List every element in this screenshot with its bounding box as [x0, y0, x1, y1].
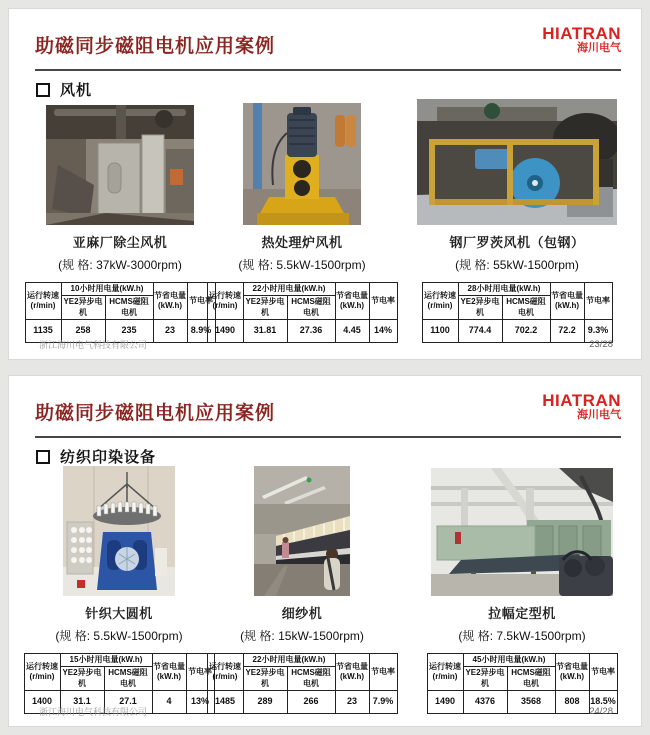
footer-company: 浙江海川电气科技有限公司: [39, 707, 148, 717]
th-energy: 22小时用电量(kW.h): [243, 283, 335, 296]
footer-company: 浙江海川电气科技有限公司: [39, 340, 148, 350]
case-caption: 拉幅定型机: [488, 606, 556, 621]
case-spec: (规 格: 15kW-1500rpm): [240, 629, 364, 643]
th-hcms: HCMS磁阻电机: [287, 667, 335, 691]
val-hcms: 3568: [507, 691, 555, 714]
val-ye2: 4376: [463, 691, 507, 714]
val-ye2: 258: [61, 320, 105, 343]
th-speed: 运行转速(r/min): [207, 654, 243, 691]
val-hcms: 235: [105, 320, 153, 343]
square-bullet-icon: [36, 450, 50, 464]
savings-table: [25, 282, 216, 343]
th-energy: 10小时用电量(kW.h): [61, 283, 153, 296]
th-speed: 运行转速(r/min): [207, 283, 243, 320]
logo-chinese-name: 海川电气: [577, 41, 621, 54]
company-logo: [542, 392, 621, 421]
case-caption: 钢厂罗茨风机（包钢）: [449, 235, 585, 250]
th-rate: 节电率: [589, 654, 617, 691]
val-speed: 1400: [24, 691, 60, 714]
val-rate: 14%: [369, 320, 397, 343]
th-saving: 节省电量(kW.h): [335, 654, 369, 691]
val-ye2: 289: [243, 691, 287, 714]
th-energy: 22小时用电量(kW.h): [243, 654, 335, 667]
th-hcms: HCMS磁阻电机: [105, 296, 153, 320]
th-speed: 运行转速(r/min): [422, 283, 458, 320]
company-logo: [542, 25, 621, 54]
photo-linen-dust-fan: [22, 99, 218, 225]
th-energy: 28小时用电量(kW.h): [458, 283, 550, 296]
th-ye2: YE2异步电机: [61, 296, 105, 320]
slide-footer: [39, 338, 613, 351]
section-label: 风机: [60, 82, 93, 99]
page-title: 助磁同步磁阻电机应用案例: [35, 403, 276, 424]
th-saving: 节省电量(kW.h): [555, 654, 589, 691]
th-ye2: YE2异步电机: [243, 667, 287, 691]
photo-spinning-machine: [204, 466, 400, 596]
case-caption: 针织大圆机: [85, 606, 153, 621]
page-number: 24/28: [589, 706, 613, 717]
val-saving: 23: [335, 691, 369, 714]
th-ye2: YE2异步电机: [60, 667, 104, 691]
photo-roots-fan: [415, 99, 619, 225]
case-caption: 亚麻厂除尘风机: [72, 235, 168, 250]
th-saving: 节省电量(kW.h): [335, 283, 369, 320]
th-speed: 运行转速(r/min): [24, 654, 60, 691]
case-column: [415, 99, 619, 343]
savings-table: [422, 282, 613, 343]
logo-wordmark: HIATRAN: [542, 391, 621, 410]
section-heading: [36, 79, 92, 100]
val-saving: 72.2: [550, 320, 584, 343]
case-spec: (规 格: 5.5kW-1500rpm): [55, 629, 183, 643]
case-column: [22, 99, 218, 343]
case-caption: 热处理炉风机: [261, 235, 343, 250]
section-label: 纺织印染设备: [60, 449, 157, 466]
val-ye2: 31.81: [243, 320, 287, 343]
th-rate: 节电率: [186, 654, 214, 691]
section-heading: [36, 446, 156, 467]
case-column: [420, 466, 624, 714]
val-speed: 1490: [427, 691, 463, 714]
th-hcms: HCMS磁阻电机: [104, 667, 152, 691]
val-speed: 1490: [207, 320, 243, 343]
case-column: [21, 466, 217, 714]
th-saving: 节省电量(kW.h): [550, 283, 584, 320]
th-rate: 节电率: [369, 283, 397, 320]
th-saving: 节省电量(kW.h): [153, 283, 187, 320]
val-hcms: 702.2: [502, 320, 550, 343]
val-rate: 9.3%: [584, 320, 612, 343]
val-rate: 7.9%: [369, 691, 397, 714]
val-hcms: 27.1: [104, 691, 152, 714]
slide-fans: [8, 8, 642, 360]
th-rate: 节电率: [187, 283, 215, 320]
val-speed: 1485: [207, 691, 243, 714]
val-saving: 4: [152, 691, 186, 714]
savings-table: [207, 282, 398, 343]
photo-furnace-fan: [204, 99, 400, 225]
val-saving: 23: [153, 320, 187, 343]
case-spec: (规 格: 5.5kW-1500rpm): [238, 258, 366, 272]
square-bullet-icon: [36, 83, 50, 97]
val-rate: 13%: [186, 691, 214, 714]
val-speed: 1100: [422, 320, 458, 343]
th-hcms: HCMS磁阻电机: [507, 667, 555, 691]
photo-stenter-machine: [420, 466, 624, 596]
th-ye2: YE2异步电机: [458, 296, 502, 320]
slide-header: [35, 388, 621, 438]
th-ye2: YE2异步电机: [243, 296, 287, 320]
photo-circular-knitting-machine: [21, 466, 217, 596]
val-rate: 8.9%: [187, 320, 215, 343]
th-energy: 15小时用电量(kW.h): [60, 654, 152, 667]
val-ye2: 31.1: [60, 691, 104, 714]
th-rate: 节电率: [369, 654, 397, 691]
case-spec: (规 格: 55kW-1500rpm): [455, 258, 579, 272]
case-spec: (规 格: 37kW-3000rpm): [58, 258, 182, 272]
th-ye2: YE2异步电机: [463, 667, 507, 691]
val-speed: 1135: [25, 320, 61, 343]
slide-header: [35, 21, 621, 71]
th-saving: 节省电量(kW.h): [152, 654, 186, 691]
page-title: 助磁同步磁阻电机应用案例: [35, 36, 276, 57]
th-hcms: HCMS磁阻电机: [287, 296, 335, 320]
page-number: 23/28: [589, 339, 613, 350]
val-saving: 4.45: [335, 320, 369, 343]
case-spec: (规 格: 7.5kW-1500rpm): [458, 629, 586, 643]
slide-textile: [8, 375, 642, 727]
val-hcms: 27.36: [287, 320, 335, 343]
case-caption: 细纱机: [281, 606, 323, 621]
val-rate: 18.5%: [589, 691, 617, 714]
logo-chinese-name: 海川电气: [577, 408, 621, 421]
val-hcms: 266: [287, 691, 335, 714]
case-column: [204, 99, 400, 343]
logo-wordmark: HIATRAN: [542, 24, 621, 43]
th-speed: 运行转速(r/min): [25, 283, 61, 320]
val-saving: 808: [555, 691, 589, 714]
th-energy: 45小时用电量(kW.h): [463, 654, 555, 667]
val-ye2: 774.4: [458, 320, 502, 343]
th-hcms: HCMS磁阻电机: [502, 296, 550, 320]
th-rate: 节电率: [584, 283, 612, 320]
case-column: [204, 466, 400, 714]
slide-footer: [39, 705, 613, 718]
th-speed: 运行转速(r/min): [427, 654, 463, 691]
